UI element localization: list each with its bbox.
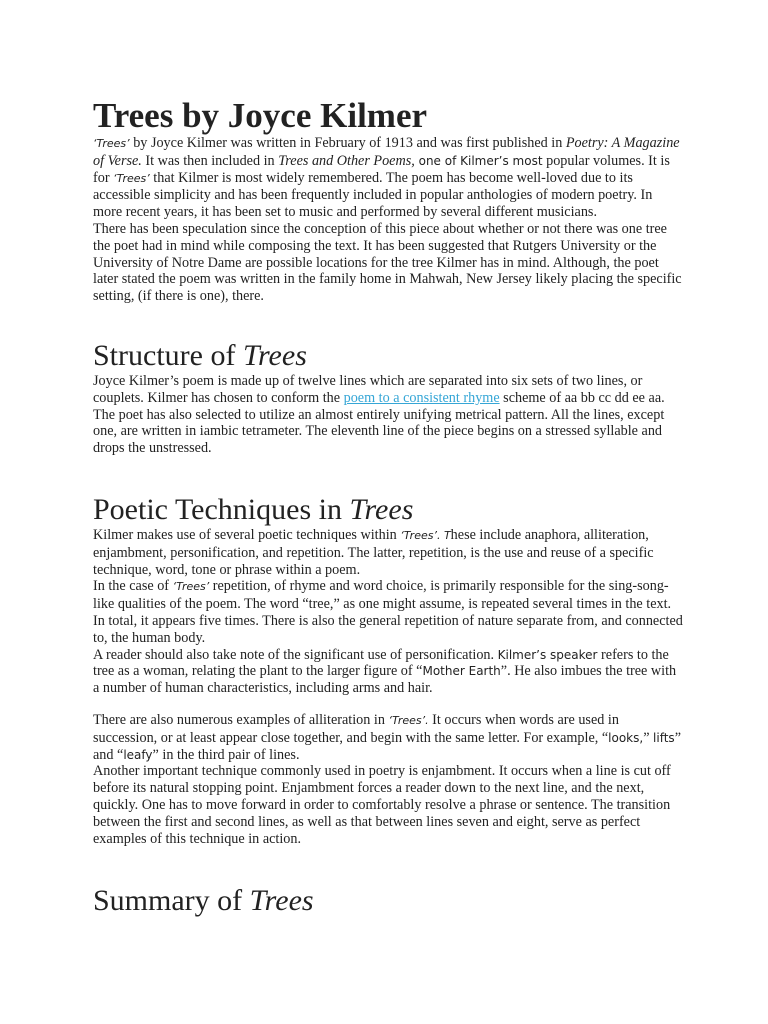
summary-heading: Summary of Trees <box>93 884 314 917</box>
intro-section <box>93 135 683 305</box>
intro-paragraph-1: ‘Trees’ by Joyce Kilmer was written in February of 1913 and was first published in Poetry: A Magazine of Verse. It was then included in Trees and Other Poems, one of Kilmer’s most popular volumes. It is for ‘Trees’ that Kilmer is most widely remembered. The poem has become well-loved due to its accessible simplicity and has been frequently included in popular anthologies of modern poetry. In more recent years, it has been set to music and performed by several different musicians. <box>93 135 680 221</box>
techniques-heading: Poetic Techniques in Trees <box>93 493 414 526</box>
techniques-section <box>93 527 683 697</box>
structure-section <box>93 373 683 457</box>
techniques-paragraph-1: Kilmer makes use of several poetic techniques within ‘Trees’. These include anaphora, alliteration, enjambment, personification, and repetition. The latter, repetition, is the use and reuse of a specific technique, word, tone or phrase within a poem. <box>93 527 654 578</box>
structure-heading: Structure of Trees <box>93 339 307 372</box>
intro-paragraph-2: There has been speculation since the conception of this piece about whether or not there was one tree the poet had in mind while composing the text. It has been suggested that Rutgers University or the University of Notre Dame are possible locations for the tree Kilmer has in mind. Although, the poet later stated the poem was written in the family home in Mahwah, New Jersey likely placing the specific setting, (if there is one), there. <box>93 220 682 305</box>
techniques-paragraph-5: Another important technique commonly used in poetry is enjambment. It occurs when a line is cut off before its natural stopping point. Enjambment forces a reader down to the next line, and the next, quickly. One has to move forward in order to comfortably resolve a phrase or sentence. The transition between the first and second lines, as well as that between lines seven and eight, serve as perfect examples of this technique in action. <box>93 763 671 847</box>
techniques-paragraph-2: In the case of ‘Trees’ repetition, of rhyme and word choice, is primarily responsible for the sing-song-like qualities of the poem. The word “tree,” as one might assume, is repeated several times in the text. In total, it appears five times. There is also the general repetition of nature separate from, and connected to, the human body. <box>93 578 683 646</box>
page-title: Trees by Joyce Kilmer <box>93 96 428 135</box>
structure-paragraph: Joyce Kilmer’s poem is made up of twelve lines which are separated into six sets of two lines, or couplets. Kilmer has chosen to conform the poem to a consistent rhyme scheme of aa bb cc dd ee aa. The poet has also selected to utilize an almost entirely unifying metrical pattern. All the lines, except one, are written in iambic tetrameter. The eleventh line of the piece begins on a stressed syllable and drops the unstressed. <box>93 373 665 457</box>
alliteration-section <box>93 712 683 847</box>
techniques-paragraph-3: A reader should also take note of the significant use of personification. Kilmer’s speaker refers to the tree as a woman, relating the plant to the larger figure of “Mother Earth”. He also imbues the tree with a number of human characteristics, including arms and hair. <box>93 646 677 697</box>
rhyme-scheme-link[interactable]: poem to a consistent rhyme <box>343 389 500 406</box>
techniques-paragraph-4: There are also numerous examples of alliteration in ‘Trees’. It occurs when words are used in succession, or at least appear close together, and begin with the same letter. For example, “looks,” lifts” and “leafy” in the third pair of lines. <box>93 712 681 763</box>
